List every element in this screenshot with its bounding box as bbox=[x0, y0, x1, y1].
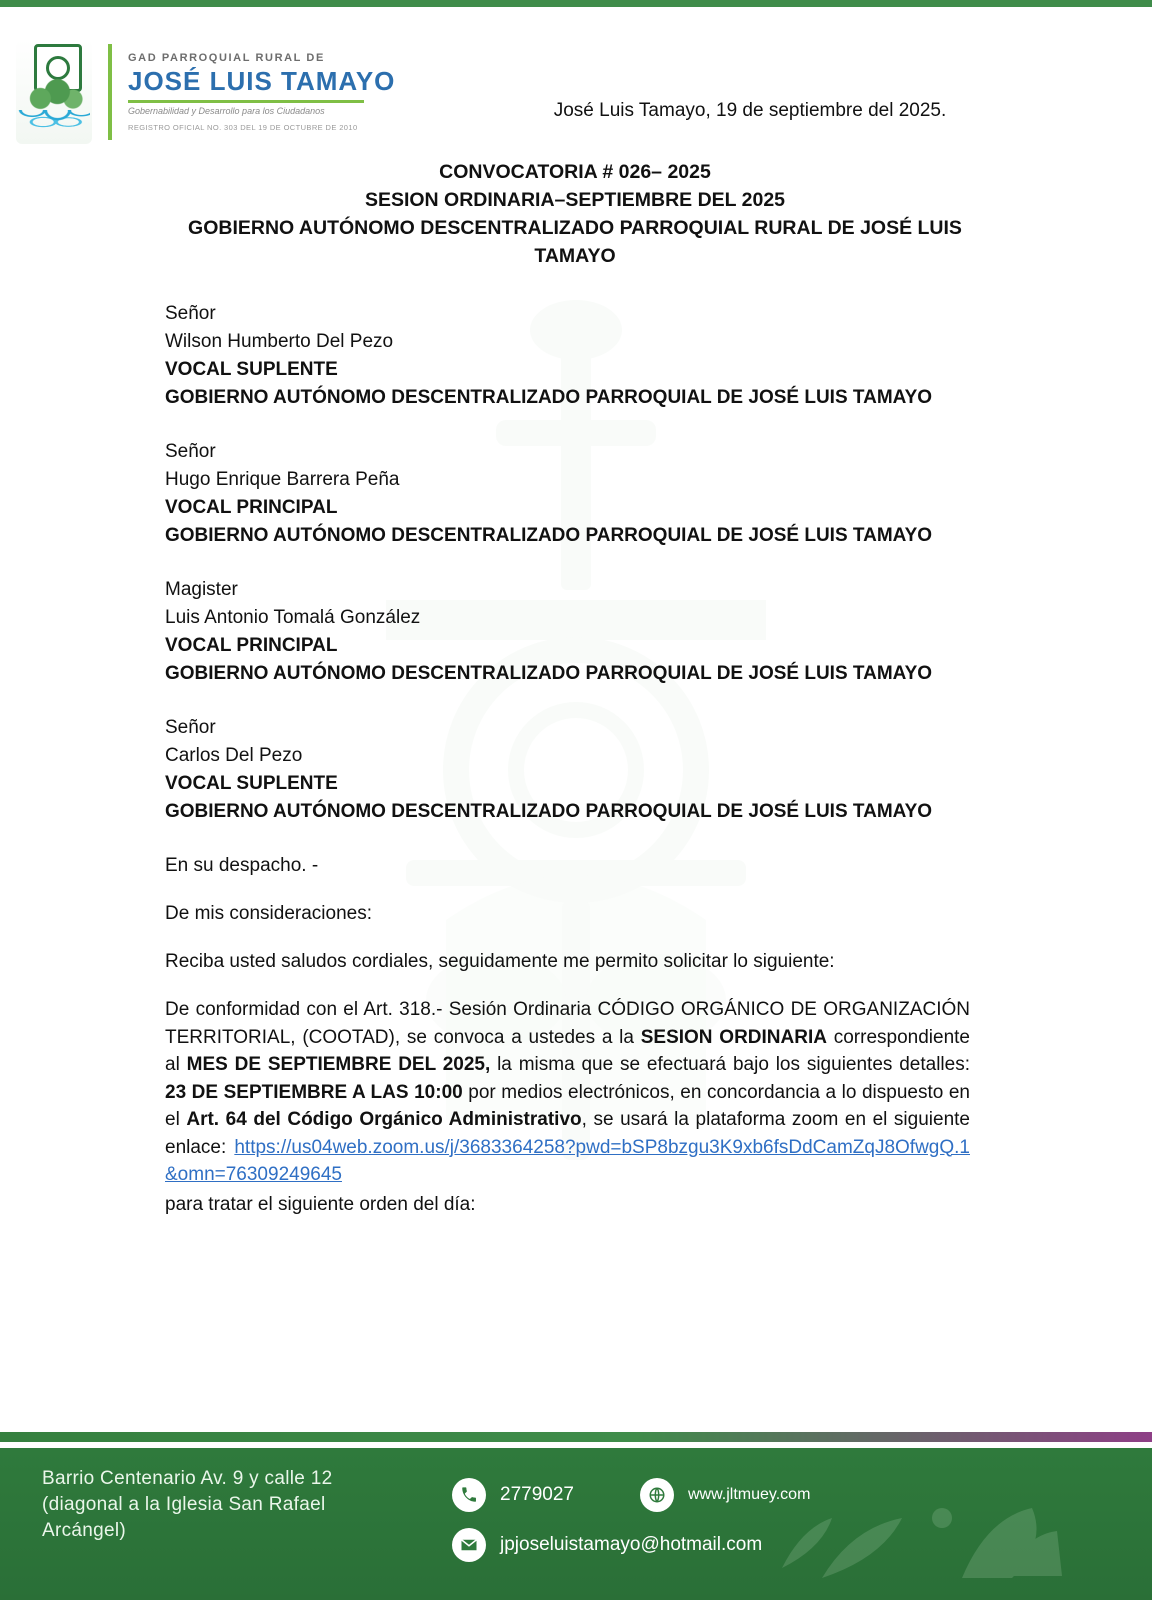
recipient-name: Wilson Humberto Del Pezo bbox=[165, 331, 394, 352]
greeting-line: Reciba usted saludos cordiales, seguidamente me permito solicitar lo siguiente: bbox=[165, 951, 835, 972]
globe-icon bbox=[640, 1478, 674, 1512]
footer-email-row[interactable] bbox=[452, 1528, 1072, 1562]
main-paragraph bbox=[165, 996, 970, 1218]
page-footer bbox=[0, 1448, 1152, 1600]
brand-block bbox=[128, 52, 398, 132]
address-line-2: (diagonal a la Iglesia San Rafael bbox=[42, 1494, 326, 1515]
recipient-treatment: Magister bbox=[165, 579, 238, 600]
document-body bbox=[165, 300, 970, 1238]
main-bold-1: SESION ORDINARIA bbox=[640, 1026, 827, 1048]
address-line-1: Barrio Centenario Av. 9 y calle 12 bbox=[42, 1468, 333, 1489]
recipient-block bbox=[165, 714, 970, 826]
logo-divider bbox=[108, 44, 112, 140]
despacho-line: En su despacho. - bbox=[165, 855, 319, 876]
dateline: José Luis Tamayo, 19 de septiembre del 2025. bbox=[553, 100, 947, 121]
recipient-role: VOCAL PRINCIPAL bbox=[165, 497, 338, 518]
document-title bbox=[165, 158, 985, 270]
footer-email: jpjoseluistamayo@hotmail.com bbox=[500, 1534, 763, 1555]
main-text-1: De conformidad con el Art. 318.- Sesión Ordinaria CÓDIGO ORGÁNICO DE ORGANIZACIÓN TERRITORIAL, (COOTAD), se convoca a ustedes a la bbox=[165, 999, 970, 1048]
recipient-entity: GOBIERNO AUTÓNOMO DESCENTRALIZADO PARROQUIAL DE JOSÉ LUIS TAMAYO bbox=[165, 525, 933, 546]
logo-block bbox=[8, 40, 100, 150]
address-line-3: Arcángel) bbox=[42, 1520, 127, 1541]
title-line-1: CONVOCATORIA # 026– 2025 bbox=[439, 161, 711, 183]
footer-website: www.jltmuey.com bbox=[688, 1486, 811, 1503]
brand-registry: REGISTRO OFICIAL NO. 303 DEL 19 DE OCTUBRE DE 2010 bbox=[128, 123, 358, 132]
recipient-role: VOCAL SUPLENTE bbox=[165, 773, 338, 794]
recipient-treatment: Señor bbox=[165, 303, 216, 324]
recipient-name: Hugo Enrique Barrera Peña bbox=[165, 469, 400, 490]
main-text-4: por medios electrónicos, en concordancia a lo dispuesto en el bbox=[165, 1081, 970, 1130]
recipient-name: Carlos Del Pezo bbox=[165, 745, 303, 766]
letterhead bbox=[0, 12, 1152, 152]
recipient-block bbox=[165, 576, 970, 688]
title-line-3: GOBIERNO AUTÓNOMO DESCENTRALIZADO PARROQUIAL RURAL DE JOSÉ LUIS TAMAYO bbox=[188, 217, 962, 267]
main-bold-2: MES DE SEPTIEMBRE DEL 2025, bbox=[186, 1054, 491, 1075]
zoom-meeting-link[interactable]: https://us04web.zoom.us/j/3683364258?pwd=bSP8bzgu3K9xb6fsDdCamZqJ8OfwgQ.1&omn=76309249645 bbox=[165, 1136, 970, 1185]
recipient-block bbox=[165, 300, 970, 412]
logo-wave-icon bbox=[18, 110, 90, 140]
bottom-color-rule bbox=[0, 1432, 1152, 1442]
salutation-line: De mis consideraciones: bbox=[165, 903, 372, 924]
main-text-3: la misma que se efectuará bajo los siguientes detalles: bbox=[490, 1054, 970, 1075]
phone-icon bbox=[452, 1478, 486, 1512]
main-text-5: , se usará la plataforma zoom en el siguiente enlace: bbox=[165, 1109, 970, 1158]
title-line-2: SESION ORDINARIA–SEPTIEMBRE DEL 2025 bbox=[364, 189, 786, 211]
main-bold-4: Art. 64 del Código Orgánico Administrativo bbox=[186, 1109, 582, 1130]
brand-rule bbox=[128, 100, 364, 103]
recipient-treatment: Señor bbox=[165, 441, 216, 462]
brand-title: JOSÉ LUIS TAMAYO bbox=[128, 66, 396, 96]
recipient-entity: GOBIERNO AUTÓNOMO DESCENTRALIZADO PARROQUIAL DE JOSÉ LUIS TAMAYO bbox=[165, 801, 933, 822]
envelope-icon bbox=[452, 1528, 486, 1562]
brand-supertitle: GAD PARROQUIAL RURAL DE bbox=[128, 52, 325, 64]
recipient-block bbox=[165, 438, 970, 550]
recipient-entity: GOBIERNO AUTÓNOMO DESCENTRALIZADO PARROQUIAL DE JOSÉ LUIS TAMAYO bbox=[165, 387, 933, 408]
recipient-name: Luis Antonio Tomalá González bbox=[165, 607, 421, 628]
closing-line: para tratar el siguiente orden del día: bbox=[165, 1193, 476, 1215]
recipient-treatment: Señor bbox=[165, 717, 216, 738]
footer-website-row[interactable] bbox=[640, 1478, 810, 1512]
brand-slogan: Gobernabilidad y Desarrollo para los Ciudadanos bbox=[128, 106, 325, 116]
logo-leaf-icon bbox=[20, 78, 88, 112]
recipient-entity: GOBIERNO AUTÓNOMO DESCENTRALIZADO PARROQUIAL DE JOSÉ LUIS TAMAYO bbox=[165, 663, 933, 684]
recipient-role: VOCAL SUPLENTE bbox=[165, 359, 338, 380]
recipient-role: VOCAL PRINCIPAL bbox=[165, 635, 338, 656]
footer-address bbox=[42, 1466, 402, 1544]
main-text-2: correspondiente al bbox=[165, 1026, 970, 1075]
gad-seal-logo-icon bbox=[16, 40, 92, 144]
main-bold-3: 23 DE SEPTIEMBRE A LAS 10:00 bbox=[165, 1081, 463, 1103]
footer-phone: 2779027 bbox=[500, 1484, 574, 1505]
top-green-rule bbox=[0, 0, 1152, 7]
